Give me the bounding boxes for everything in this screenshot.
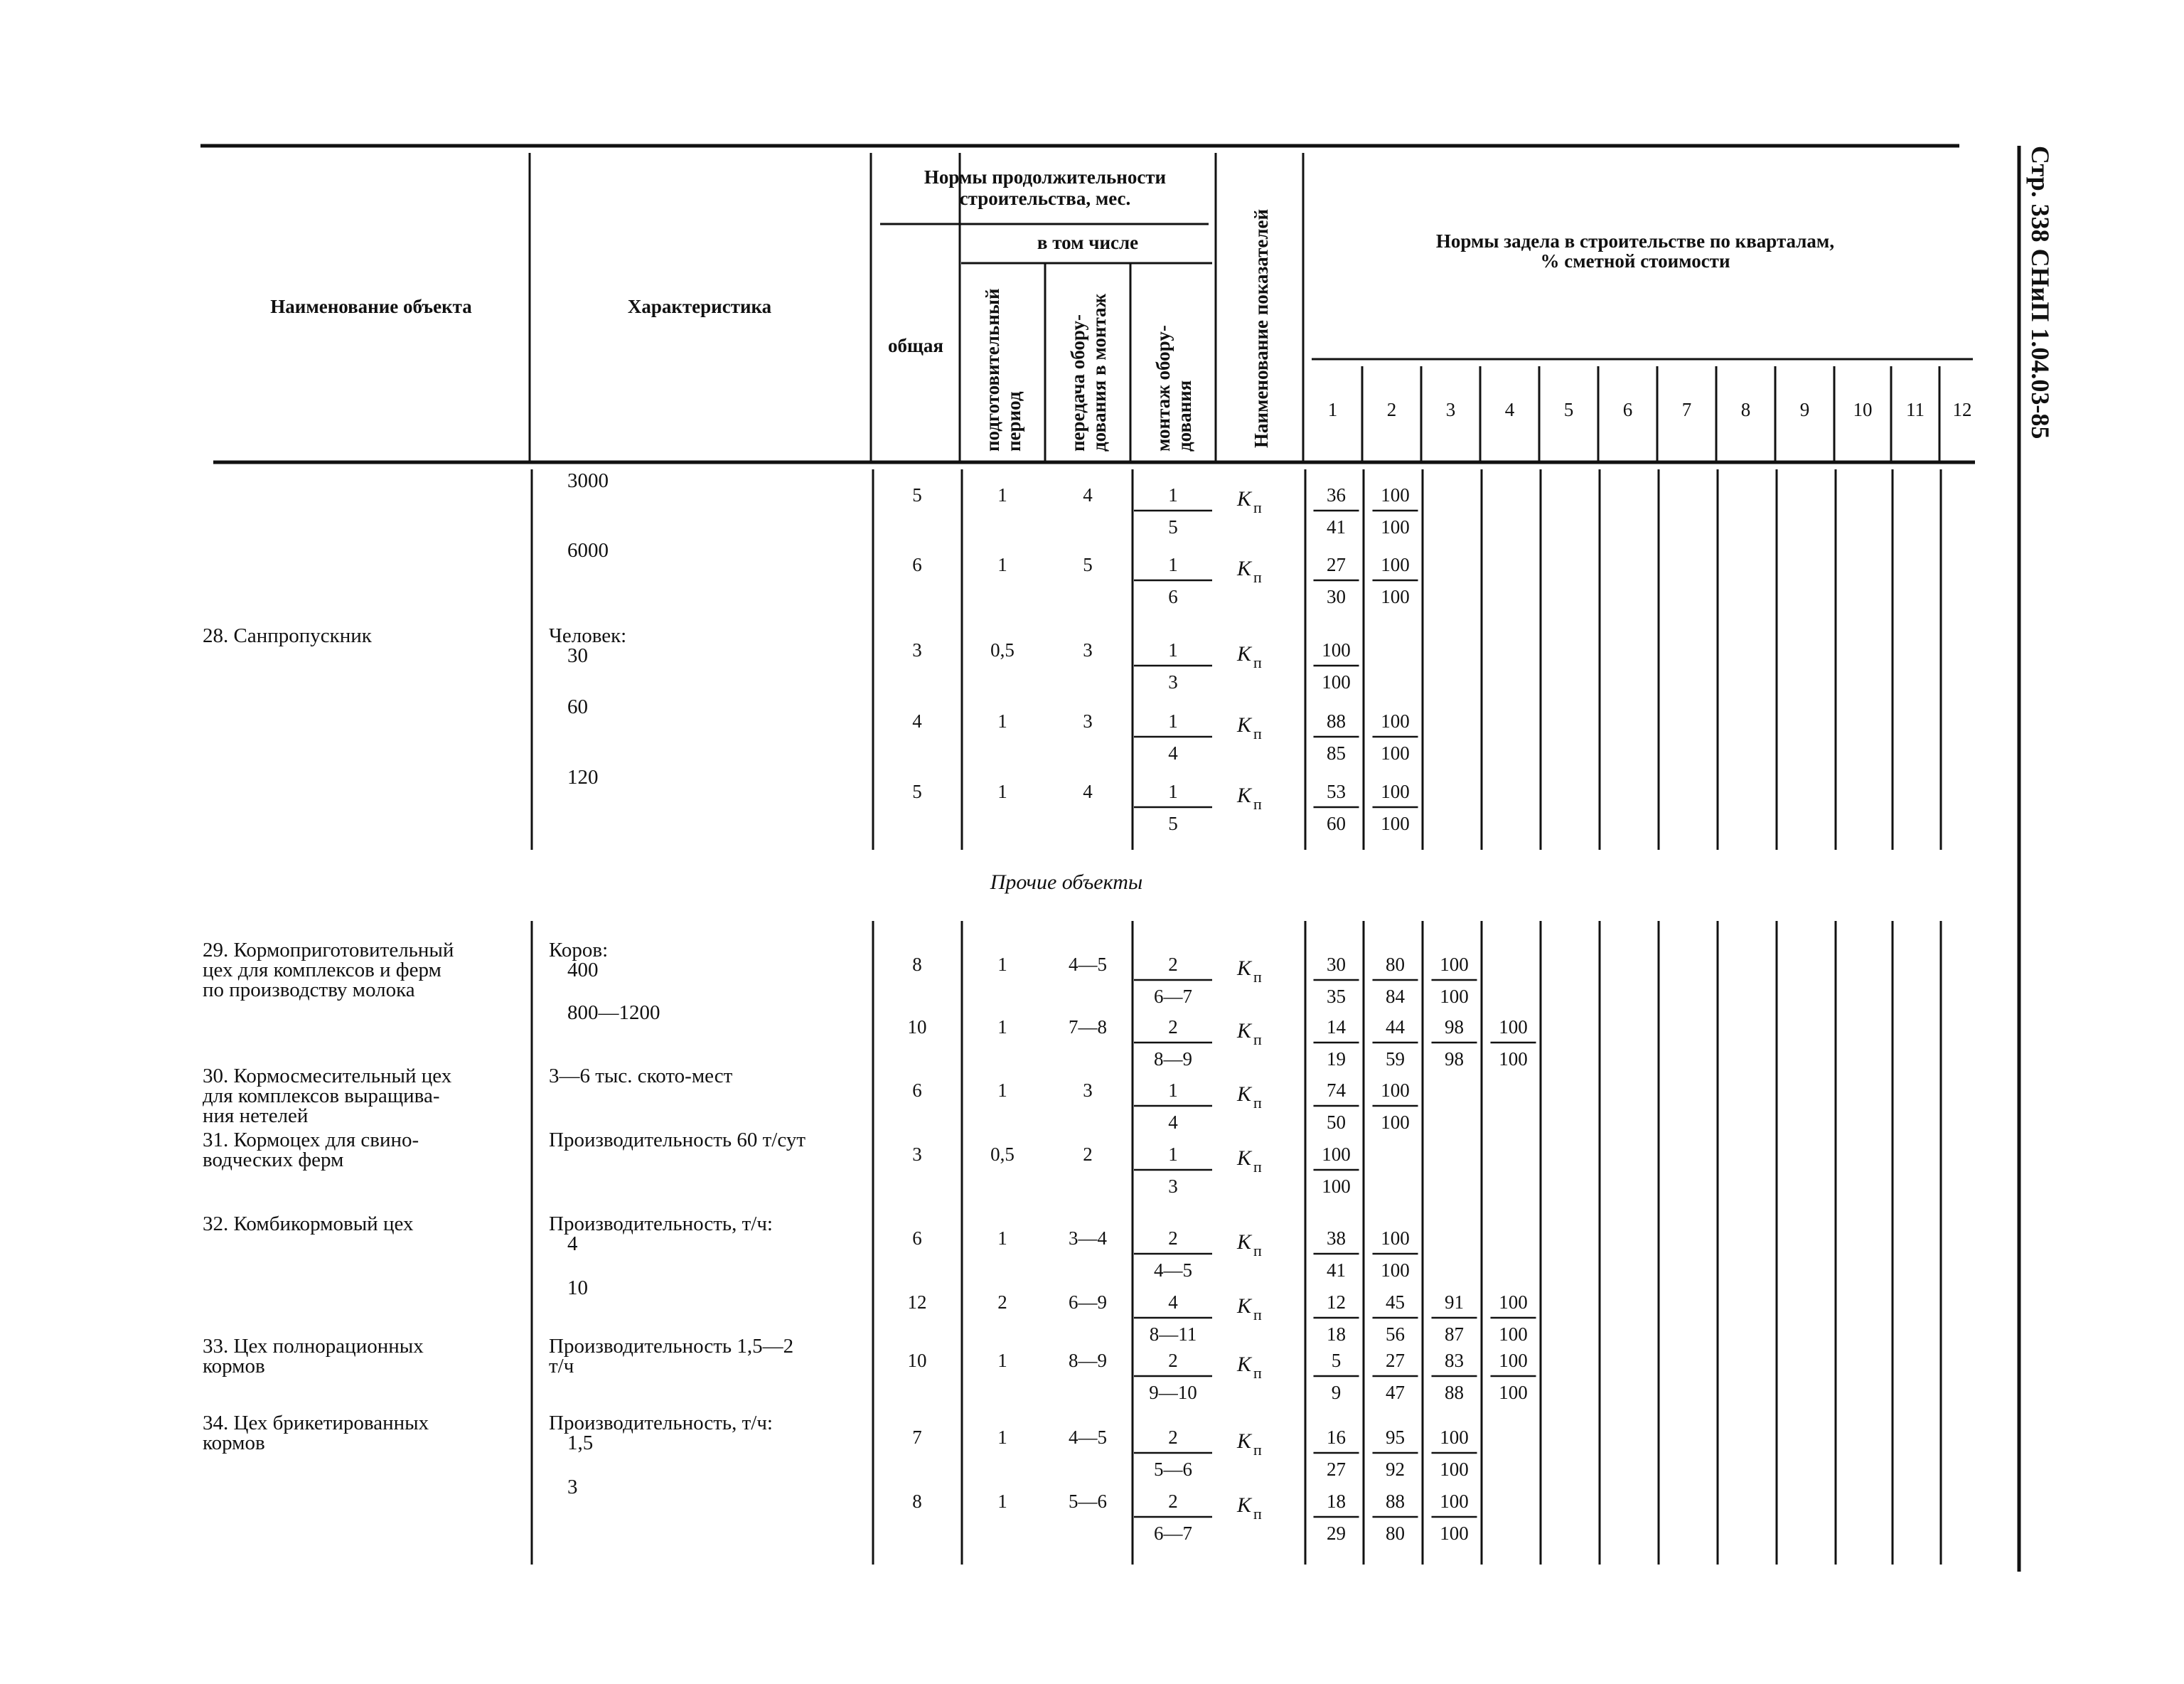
object-name: кормов xyxy=(203,1355,265,1377)
indicator-symbol: К xyxy=(1237,487,1251,511)
backlog-cumulative-value: 95 xyxy=(1386,1427,1405,1448)
duration-total: 3 xyxy=(912,1144,922,1165)
backlog-cumulative-value: 100 xyxy=(1440,1427,1469,1448)
characteristic: 6000 xyxy=(567,539,609,562)
backlog-value: 100 xyxy=(1381,742,1410,764)
duration-mounting-numerator: 2 xyxy=(1168,1016,1178,1038)
object-name: 33. Цех полнорационных xyxy=(203,1335,424,1358)
header-duration-title: Нормы продолжительности xyxy=(924,166,1167,188)
object-name: 29. Кормоприготовительный xyxy=(203,939,454,961)
backlog-value: 92 xyxy=(1386,1459,1405,1480)
duration-mounting-numerator: 1 xyxy=(1168,710,1178,732)
header-including: в том числе xyxy=(1037,232,1139,253)
backlog-value: 100 xyxy=(1499,1382,1528,1403)
duration-mounting-denominator: 8—11 xyxy=(1149,1323,1197,1345)
backlog-value: 100 xyxy=(1499,1323,1528,1345)
characteristic: 400 xyxy=(567,959,599,981)
duration-prep: 1 xyxy=(997,1227,1007,1249)
characteristic: 1,5 xyxy=(567,1432,594,1454)
backlog-value: 100 xyxy=(1322,671,1351,693)
backlog-value: 84 xyxy=(1386,986,1405,1007)
duration-mounting-denominator: 4 xyxy=(1168,1112,1178,1133)
characteristic: 30 xyxy=(567,644,588,667)
backlog-cumulative-value: 74 xyxy=(1327,1080,1346,1101)
backlog-value: 100 xyxy=(1381,516,1410,538)
backlog-cumulative-value: 14 xyxy=(1327,1016,1346,1038)
backlog-value: 35 xyxy=(1327,986,1346,1007)
indicator-symbol: К xyxy=(1237,1019,1251,1043)
characteristic: Производительность, т/ч: xyxy=(549,1412,773,1434)
backlog-cumulative-value: 100 xyxy=(1499,1291,1528,1313)
indicator-symbol: К xyxy=(1237,956,1251,980)
duration-transfer: 4 xyxy=(1083,484,1093,506)
characteristic: 10 xyxy=(567,1277,588,1299)
header-object-name: Наименование объекта xyxy=(270,296,472,317)
duration-total: 8 xyxy=(912,954,922,975)
running-head: Стр. 338 СНиП 1.04.03-85 xyxy=(2026,146,2055,439)
indicator-symbol: К xyxy=(1237,784,1251,807)
backlog-cumulative-value: 53 xyxy=(1327,781,1346,802)
duration-mounting-numerator: 4 xyxy=(1168,1291,1178,1313)
backlog-value: 56 xyxy=(1386,1323,1405,1345)
duration-transfer: 4 xyxy=(1083,781,1093,802)
backlog-cumulative-value: 80 xyxy=(1386,954,1405,975)
backlog-value: 59 xyxy=(1386,1048,1405,1070)
duration-prep: 0,5 xyxy=(990,639,1015,661)
duration-prep: 1 xyxy=(997,1350,1007,1371)
indicator-symbol: К xyxy=(1237,1493,1251,1517)
duration-transfer: 5 xyxy=(1083,554,1093,575)
table-body xyxy=(203,469,1536,1544)
indicator-symbol: К xyxy=(1237,1353,1251,1376)
backlog-value: 85 xyxy=(1327,742,1346,764)
characteristic: 3—6 тыс. ското-мест xyxy=(549,1065,733,1087)
table-grid xyxy=(200,146,2019,1572)
object-name: ния нетелей xyxy=(203,1104,309,1127)
header-quarter-12: 12 xyxy=(1952,399,1972,420)
backlog-cumulative-value: 100 xyxy=(1499,1350,1528,1371)
backlog-cumulative-value: 100 xyxy=(1381,710,1410,732)
header-quarter-4: 4 xyxy=(1504,399,1515,420)
backlog-cumulative-value: 12 xyxy=(1327,1291,1346,1313)
backlog-cumulative-value: 98 xyxy=(1445,1016,1464,1038)
duration-mounting-denominator: 9—10 xyxy=(1149,1382,1197,1403)
duration-mounting-denominator: 4 xyxy=(1168,742,1178,764)
header-quarter-7: 7 xyxy=(1681,399,1692,420)
backlog-value: 80 xyxy=(1386,1523,1405,1544)
header-characteristic: Характеристика xyxy=(627,296,772,317)
backlog-cumulative-value: 100 xyxy=(1322,639,1351,661)
indicator-symbol: К xyxy=(1237,1082,1251,1106)
duration-mounting-numerator: 2 xyxy=(1168,1427,1178,1448)
duration-transfer: 5—6 xyxy=(1069,1491,1107,1512)
backlog-cumulative-value: 18 xyxy=(1327,1491,1346,1512)
object-name: кормов xyxy=(203,1432,265,1454)
duration-total: 3 xyxy=(912,639,922,661)
duration-mounting-denominator: 8—9 xyxy=(1154,1048,1192,1070)
backlog-value: 41 xyxy=(1327,1259,1346,1281)
duration-prep: 1 xyxy=(997,1016,1007,1038)
object-name: водческих ферм xyxy=(203,1149,344,1171)
duration-mounting-numerator: 2 xyxy=(1168,1227,1178,1249)
backlog-value: 100 xyxy=(1322,1176,1351,1197)
indicator-subscript: п xyxy=(1253,1364,1262,1382)
backlog-value: 9 xyxy=(1331,1382,1342,1403)
indicator-subscript: п xyxy=(1253,725,1262,742)
indicator-subscript: п xyxy=(1253,1030,1262,1048)
indicator-subscript: п xyxy=(1253,1306,1262,1323)
duration-total: 5 xyxy=(912,781,922,802)
backlog-cumulative-value: 27 xyxy=(1327,554,1346,575)
duration-mounting-denominator: 3 xyxy=(1168,671,1178,693)
header-quarter-8: 8 xyxy=(1740,399,1751,420)
indicator-symbol: К xyxy=(1237,1146,1251,1170)
characteristic: 120 xyxy=(567,766,599,789)
object-name: 34. Цех брикетированных xyxy=(203,1412,429,1434)
duration-mounting-numerator: 2 xyxy=(1168,954,1178,975)
duration-total: 5 xyxy=(912,484,922,506)
indicator-subscript: п xyxy=(1253,1158,1262,1176)
duration-mounting-denominator: 5 xyxy=(1168,516,1178,538)
backlog-cumulative-value: 36 xyxy=(1327,484,1346,506)
backlog-cumulative-value: 27 xyxy=(1386,1350,1405,1371)
duration-total: 8 xyxy=(912,1491,922,1512)
indicator-subscript: п xyxy=(1253,1094,1262,1112)
indicator-subscript: п xyxy=(1253,1441,1262,1459)
object-name: 28. Санпропускник xyxy=(203,624,372,647)
duration-total: 6 xyxy=(912,1227,922,1249)
backlog-value: 18 xyxy=(1327,1323,1346,1345)
backlog-value: 100 xyxy=(1440,1459,1469,1480)
header-equipment-transfer: передача обору- xyxy=(1067,314,1088,452)
backlog-cumulative-value: 100 xyxy=(1322,1144,1351,1165)
duration-mounting-numerator: 2 xyxy=(1168,1350,1178,1371)
duration-total: 6 xyxy=(912,1080,922,1101)
duration-mounting-denominator: 6—7 xyxy=(1154,1523,1192,1544)
header-quarter-3: 3 xyxy=(1445,399,1456,420)
header-equipment-mounting: монтаж обору- xyxy=(1152,325,1174,452)
duration-mounting-numerator: 1 xyxy=(1168,781,1178,802)
backlog-cumulative-value: 38 xyxy=(1327,1227,1346,1249)
duration-transfer: 2 xyxy=(1083,1144,1093,1165)
backlog-value: 87 xyxy=(1445,1323,1464,1345)
backlog-value: 50 xyxy=(1327,1112,1346,1133)
indicator-symbol: К xyxy=(1237,557,1251,580)
duration-total: 12 xyxy=(907,1291,927,1313)
backlog-value: 88 xyxy=(1445,1382,1464,1403)
backlog-value: 100 xyxy=(1440,1523,1469,1544)
duration-prep: 1 xyxy=(997,710,1007,732)
characteristic: т/ч xyxy=(549,1355,574,1377)
object-name: по производству молока xyxy=(203,979,415,1001)
header-quarter-6: 6 xyxy=(1622,399,1633,420)
duration-mounting-numerator: 2 xyxy=(1168,1491,1178,1512)
section-label-other-objects: Прочие объекты xyxy=(990,870,1143,894)
characteristic: Производительность 1,5—2 xyxy=(549,1335,794,1358)
duration-mounting-numerator: 1 xyxy=(1168,554,1178,575)
duration-prep: 1 xyxy=(997,554,1007,575)
indicator-symbol: К xyxy=(1237,1294,1251,1318)
duration-prep: 1 xyxy=(997,484,1007,506)
duration-transfer: 4—5 xyxy=(1069,954,1107,975)
header-quarter-11: 11 xyxy=(1906,399,1925,420)
backlog-value: 100 xyxy=(1440,986,1469,1007)
indicator-symbol: К xyxy=(1237,1429,1251,1453)
characteristic: Производительность 60 т/сут xyxy=(549,1129,805,1151)
backlog-value: 41 xyxy=(1327,516,1346,538)
duration-prep: 2 xyxy=(997,1291,1007,1313)
duration-transfer: 3 xyxy=(1083,639,1093,661)
duration-prep: 1 xyxy=(997,1491,1007,1512)
indicator-subscript: п xyxy=(1253,1242,1262,1259)
duration-mounting-denominator: 4—5 xyxy=(1154,1259,1192,1281)
header-backlog-title: % сметной стоимости xyxy=(1540,250,1730,272)
backlog-cumulative-value: 44 xyxy=(1386,1016,1405,1038)
backlog-cumulative-value: 88 xyxy=(1386,1491,1405,1512)
characteristic: Человек: xyxy=(549,624,627,647)
indicator-symbol: К xyxy=(1237,1230,1251,1254)
header-quarter-9: 9 xyxy=(1799,399,1810,420)
object-name: 30. Кормосмесительный цех xyxy=(203,1065,452,1087)
duration-mounting-denominator: 6 xyxy=(1168,586,1178,607)
duration-transfer: 3—4 xyxy=(1069,1227,1107,1249)
backlog-cumulative-value: 30 xyxy=(1327,954,1346,975)
backlog-cumulative-value: 91 xyxy=(1445,1291,1464,1313)
indicator-subscript: п xyxy=(1253,568,1262,586)
object-name: для комплексов выращива- xyxy=(203,1085,440,1107)
header-equipment-transfer: дования в монтаж xyxy=(1088,293,1110,452)
duration-mounting-numerator: 1 xyxy=(1168,484,1178,506)
header-quarter-2: 2 xyxy=(1386,399,1397,420)
duration-mounting-numerator: 1 xyxy=(1168,639,1178,661)
backlog-value: 100 xyxy=(1381,813,1410,834)
backlog-cumulative-value: 16 xyxy=(1327,1427,1346,1448)
duration-total: 10 xyxy=(907,1016,927,1038)
backlog-value: 47 xyxy=(1386,1382,1405,1403)
backlog-value: 100 xyxy=(1499,1048,1528,1070)
header-indicator-name: Наименование показателей xyxy=(1251,208,1272,448)
header-equipment-mounting: дования xyxy=(1174,380,1195,452)
duration-mounting-numerator: 1 xyxy=(1168,1144,1178,1165)
duration-mounting-denominator: 3 xyxy=(1168,1176,1178,1197)
duration-transfer: 6—9 xyxy=(1069,1291,1107,1313)
backlog-cumulative-value: 100 xyxy=(1381,554,1410,575)
characteristic: 3 xyxy=(567,1476,578,1498)
backlog-cumulative-value: 83 xyxy=(1445,1350,1464,1371)
duration-prep: 1 xyxy=(997,781,1007,802)
backlog-cumulative-value: 100 xyxy=(1440,954,1469,975)
backlog-value: 100 xyxy=(1381,586,1410,607)
duration-mounting-denominator: 5 xyxy=(1168,813,1178,834)
object-name: 31. Кормоцех для свино- xyxy=(203,1129,419,1151)
header-quarter-1: 1 xyxy=(1327,399,1338,420)
characteristic: Коров: xyxy=(549,939,609,961)
duration-transfer: 3 xyxy=(1083,1080,1093,1101)
duration-total: 10 xyxy=(907,1350,927,1371)
indicator-subscript: п xyxy=(1253,654,1262,671)
backlog-value: 30 xyxy=(1327,586,1346,607)
backlog-value: 19 xyxy=(1327,1048,1346,1070)
characteristic: Производительность, т/ч: xyxy=(549,1213,773,1235)
backlog-cumulative-value: 45 xyxy=(1386,1291,1405,1313)
backlog-value: 27 xyxy=(1327,1459,1346,1480)
duration-mounting-denominator: 5—6 xyxy=(1154,1459,1192,1480)
header-prep-period: подготовительный xyxy=(982,288,1003,452)
object-name: 32. Комбикормовый цех xyxy=(203,1213,414,1235)
header-prep-period: период xyxy=(1003,391,1024,452)
header-quarter-5: 5 xyxy=(1563,399,1574,420)
indicator-subscript: п xyxy=(1253,499,1262,516)
duration-transfer: 8—9 xyxy=(1069,1350,1107,1371)
duration-mounting-numerator: 1 xyxy=(1168,1080,1178,1101)
indicator-symbol: К xyxy=(1237,642,1251,666)
characteristic: 60 xyxy=(567,696,588,718)
object-name: цех для комплексов и ферм xyxy=(203,959,441,981)
backlog-value: 60 xyxy=(1327,813,1346,834)
backlog-cumulative-value: 5 xyxy=(1331,1350,1342,1371)
backlog-cumulative-value: 100 xyxy=(1381,484,1410,506)
backlog-value: 29 xyxy=(1327,1523,1346,1544)
duration-total: 4 xyxy=(912,710,922,732)
duration-prep: 1 xyxy=(997,1080,1007,1101)
header-duration-title: строительства, мес. xyxy=(959,188,1131,209)
characteristic: 800—1200 xyxy=(567,1001,660,1024)
duration-transfer: 4—5 xyxy=(1069,1427,1107,1448)
indicator-subscript: п xyxy=(1253,795,1262,813)
backlog-cumulative-value: 100 xyxy=(1381,781,1410,802)
backlog-cumulative-value: 100 xyxy=(1381,1080,1410,1101)
indicator-symbol: К xyxy=(1237,713,1251,737)
header-total: общая xyxy=(888,335,943,356)
duration-transfer: 7—8 xyxy=(1069,1016,1107,1038)
header-quarter-10: 10 xyxy=(1853,399,1873,420)
indicator-subscript: п xyxy=(1253,1505,1262,1523)
characteristic: 4 xyxy=(567,1232,578,1255)
backlog-cumulative-value: 88 xyxy=(1327,710,1346,732)
duration-prep: 1 xyxy=(997,1427,1007,1448)
duration-transfer: 3 xyxy=(1083,710,1093,732)
backlog-value: 100 xyxy=(1381,1112,1410,1133)
backlog-value: 98 xyxy=(1445,1048,1464,1070)
backlog-value: 100 xyxy=(1381,1259,1410,1281)
characteristic: 3000 xyxy=(567,469,609,492)
duration-total: 7 xyxy=(912,1427,922,1448)
backlog-cumulative-value: 100 xyxy=(1381,1227,1410,1249)
header-backlog-title: Нормы задела в строительстве по кварталам, xyxy=(1435,230,1835,252)
backlog-cumulative-value: 100 xyxy=(1440,1491,1469,1512)
indicator-subscript: п xyxy=(1253,968,1262,986)
duration-prep: 0,5 xyxy=(990,1144,1015,1165)
duration-total: 6 xyxy=(912,554,922,575)
duration-mounting-denominator: 6—7 xyxy=(1154,986,1192,1007)
backlog-cumulative-value: 100 xyxy=(1499,1016,1528,1038)
duration-prep: 1 xyxy=(997,954,1007,975)
